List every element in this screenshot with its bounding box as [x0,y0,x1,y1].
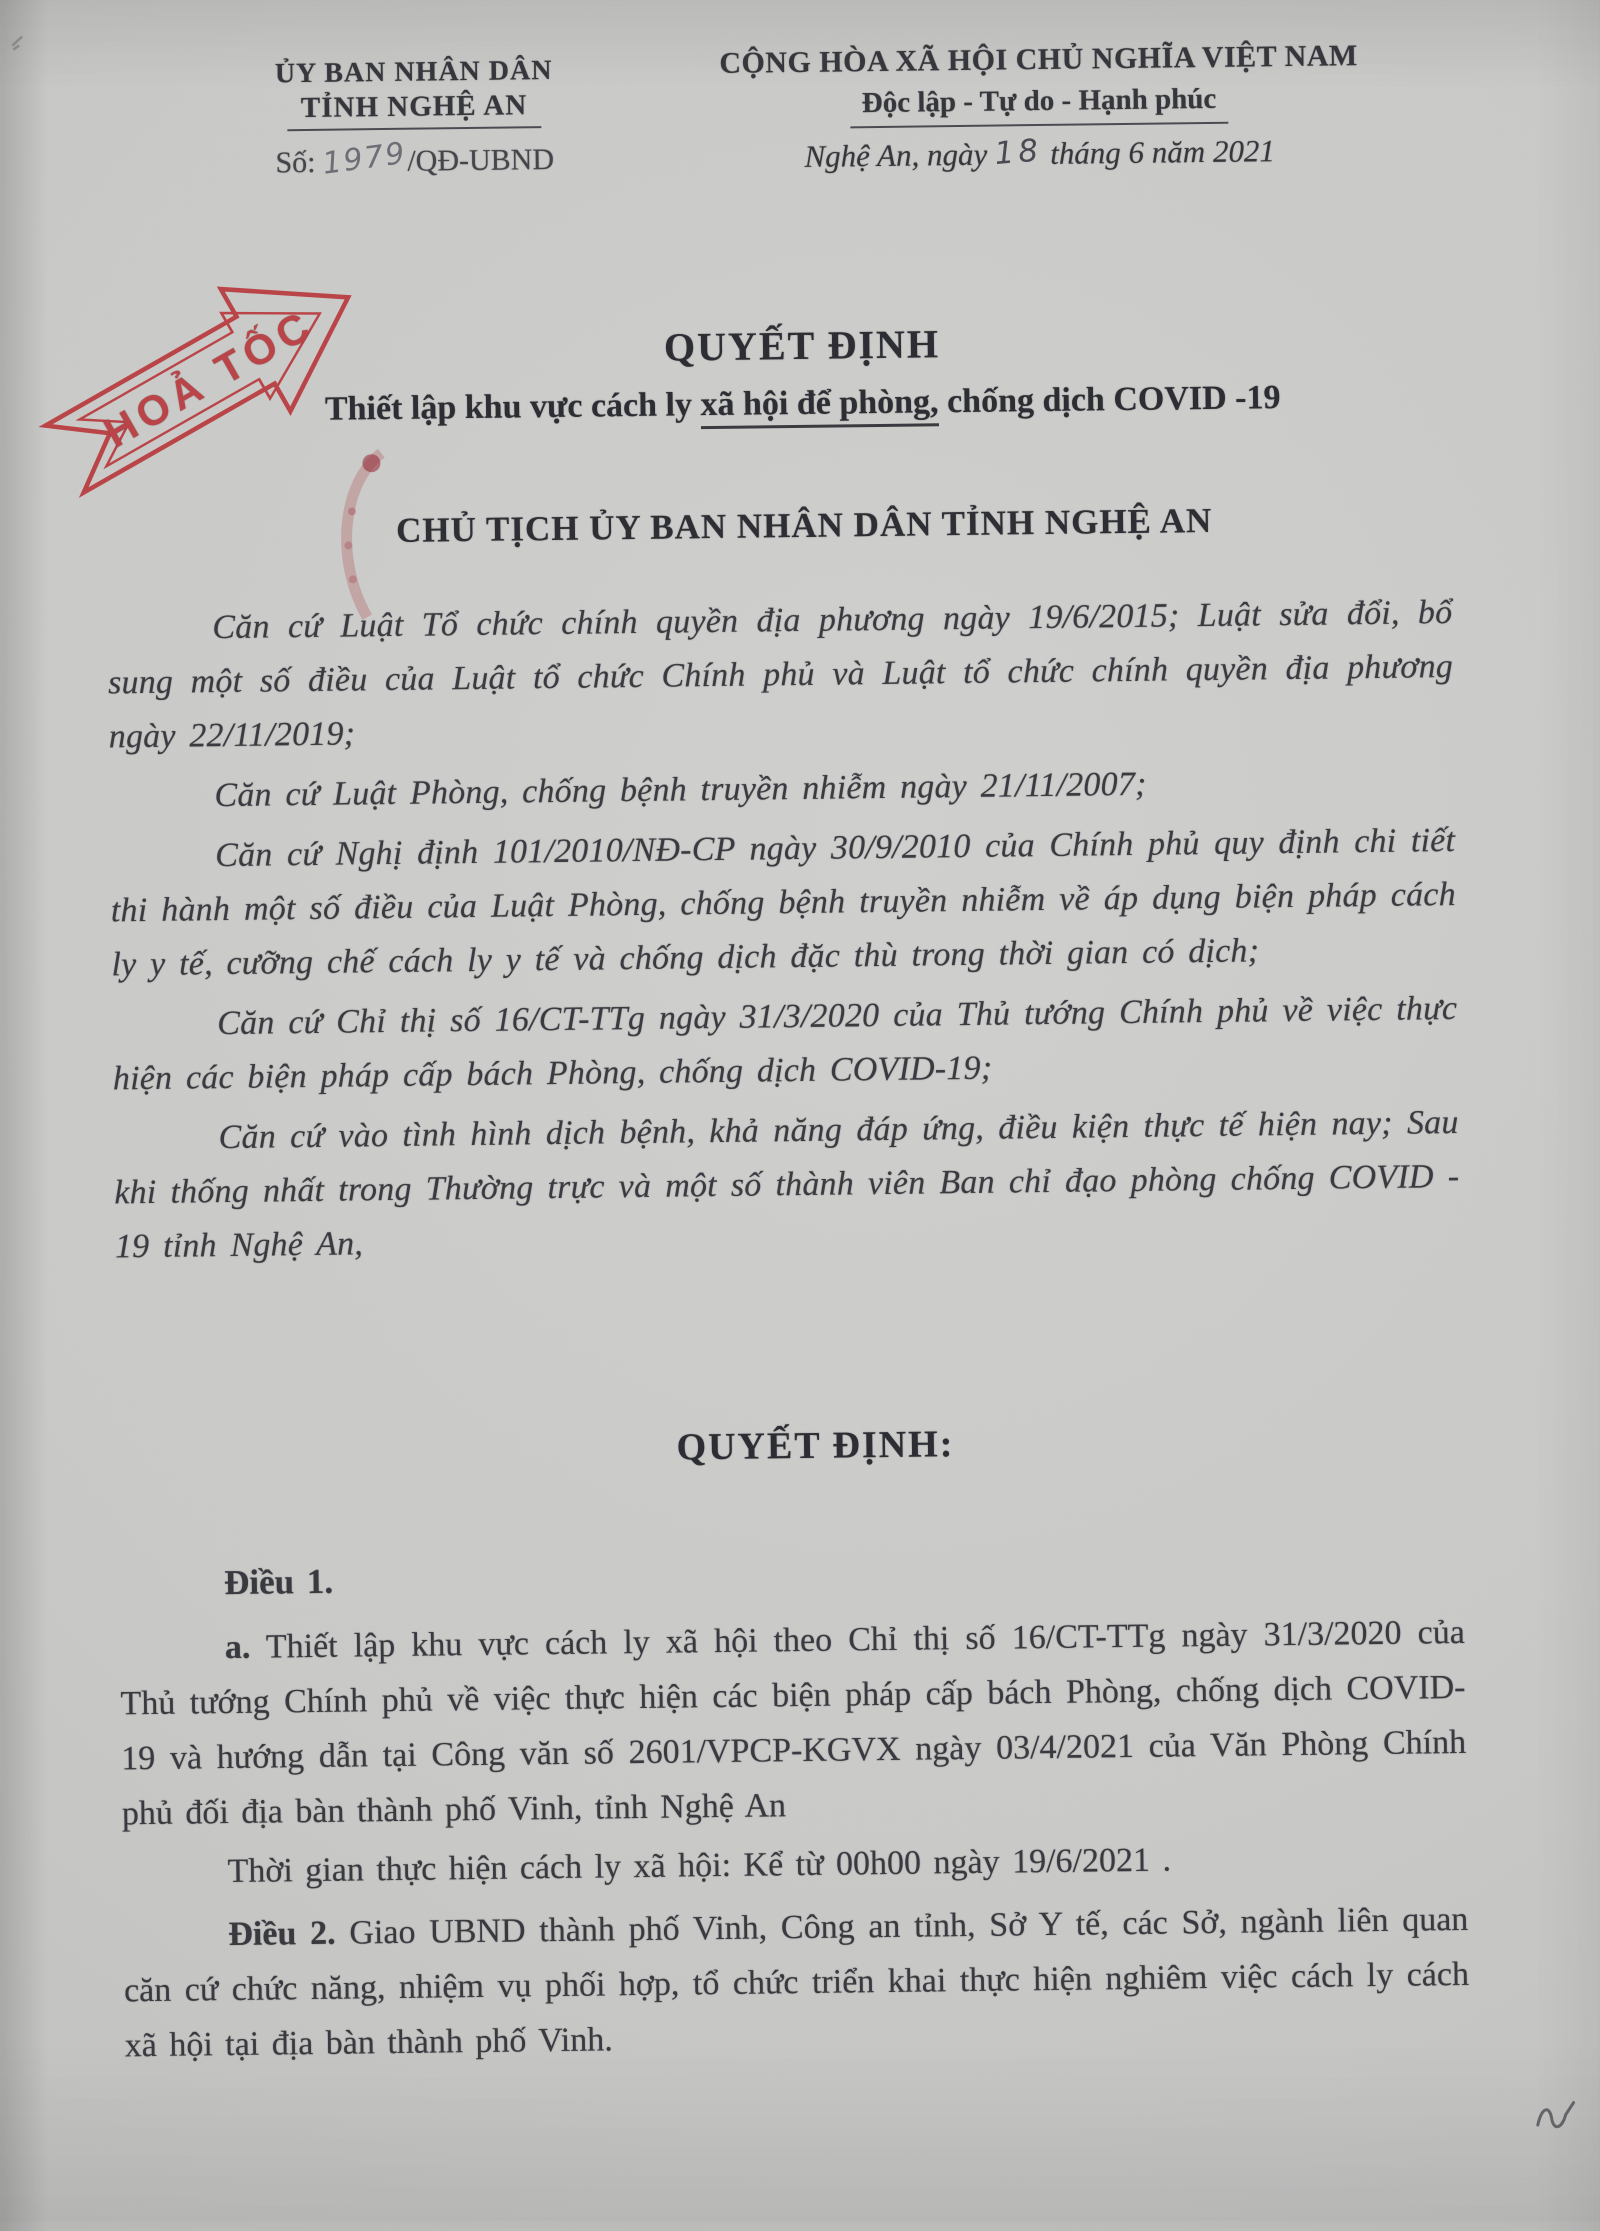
doc-subtitle [73,376,1533,432]
issuing-org-block [173,54,654,182]
place-date-line [634,131,1444,177]
doc-subtitle-pre: Thiết lập khu vực cách ly [324,386,701,428]
doc-title: QUYẾT ĐỊNH [663,321,941,370]
article-2-paragraph [123,1892,1470,2073]
doc-number-handwritten: 1979 [320,135,409,182]
issuing-org-name: ỦY BAN NHÂN DÂN [274,54,553,90]
independence-motto: Độc lập - Tự do - Hạnh phúc [850,83,1229,129]
title-block [72,313,1533,432]
recital-paragraph: Căn cứ Luật Phòng, chống bệnh truyền nhiễm ngày 21/11/2007; [214,765,1147,815]
recital-paragraph: Căn cứ Luật Tổ chức chính quyền địa phương ngày 19/6/2015; Luật sửa đổi, bổ sung một số điều của Luật tổ chức Chính phủ và Luật tổ chức chính quyền địa phương ngày 22/11/2019; [107,594,1454,756]
urgency-stamp-text: HOẢ TỐC [96,300,322,457]
recital-paragraph: Căn cứ vào tình hình dịch bệnh, khả năng đáp ứng, điều kiện thực tế hiện nay; Sau khi thống nhất trong Thường trực và một số thành viên Ban chỉ đạo phòng chống COVID - 19 tỉnh Nghệ An, [114,1103,1460,1266]
doc-subtitle-underlined: xã hội để phòng, [700,383,939,429]
decision-heading: QUYẾT ĐỊNH: [676,1423,955,1469]
pen-mark [1529,2086,1586,2143]
article-1a-text: Thiết lập khu vực cách ly xã hội theo Chỉ thị số 16/CT-TTg ngày 31/3/2020 của Thủ tướng Chính phủ về việc thực hiện các biện pháp cấp bách Phòng, chống dịch COVID-19 và hướng dẫn tại Công văn số 2601/VPCP-KGVX ngày 03/4/2021 của Văn Phòng Chính phủ đối địa bàn thành phố Vinh, tỉnh Nghệ An [120,1613,1467,1833]
recital-paragraph: Căn cứ Chỉ thị số 16/CT-TTg ngày 31/3/2020 của Thủ tướng Chính phủ về việc thực hiện các biện pháp cấp bách Phòng, chống dịch COVID-19; [112,989,1458,1098]
article-2-text: Giao UBND thành phố Vinh, Công an tỉnh, Sở Y tế, các Sở, ngành liên quan căn cứ chức năng, nhiệm vụ phối hợp, tổ chức triển khai thực hiện nghiêm việc cách ly cách xã hội tại địa bàn thành phố Vinh. [123,1900,1470,2065]
article-1a-label: a. [224,1628,251,1667]
date-day-handwritten: 18 [993,132,1044,173]
place-date-suffix: tháng 6 năm 2021 [1049,133,1276,171]
article-1a-paragraph [120,1605,1468,1841]
doc-subtitle-post: chống dịch COVID -19 [938,379,1281,421]
national-header-block [633,38,1445,177]
issuing-org-province: TỈNH NGHỆ AN [287,87,542,131]
scan-corner-artifact [10,31,36,57]
issuer-line: CHỦ TỊCH ỦY BAN NHÂN DÂN TỈNH NGHỆ AN [395,500,1213,550]
recital-paragraph: Căn cứ Nghị định 101/2010/NĐ-CP ngày 30/9/2010 của Chính phủ quy định chi tiết thi hành một số điều của Luật Phòng, chống bệnh truyền nhiễm về áp dụng biện pháp cách ly y tế, cưỡng chế cách ly y tế và chống dịch đặc thù trong thời gian có dịch; [110,821,1456,984]
recitals-section [107,586,1460,1280]
doc-number-label: Số: [275,145,316,180]
place-date-prefix: Nghệ An, ngày [804,136,988,174]
articles-section [119,1540,1470,2073]
country-motto-line: CỘNG HÒA XÃ HỘI CHỦ NGHĨA VIỆT NAM [719,39,1358,80]
doc-number-suffix: /QĐ-UBND [407,142,555,178]
article-1-time-line: Thời gian thực hiện cách ly xã hội: Kể từ 00h00 ngày 19/6/2021 . [227,1841,1172,1891]
article-1-label: Điều 1. [223,1561,334,1603]
article-2-label: Điều 2. [228,1914,336,1954]
doc-number-line [175,135,655,182]
